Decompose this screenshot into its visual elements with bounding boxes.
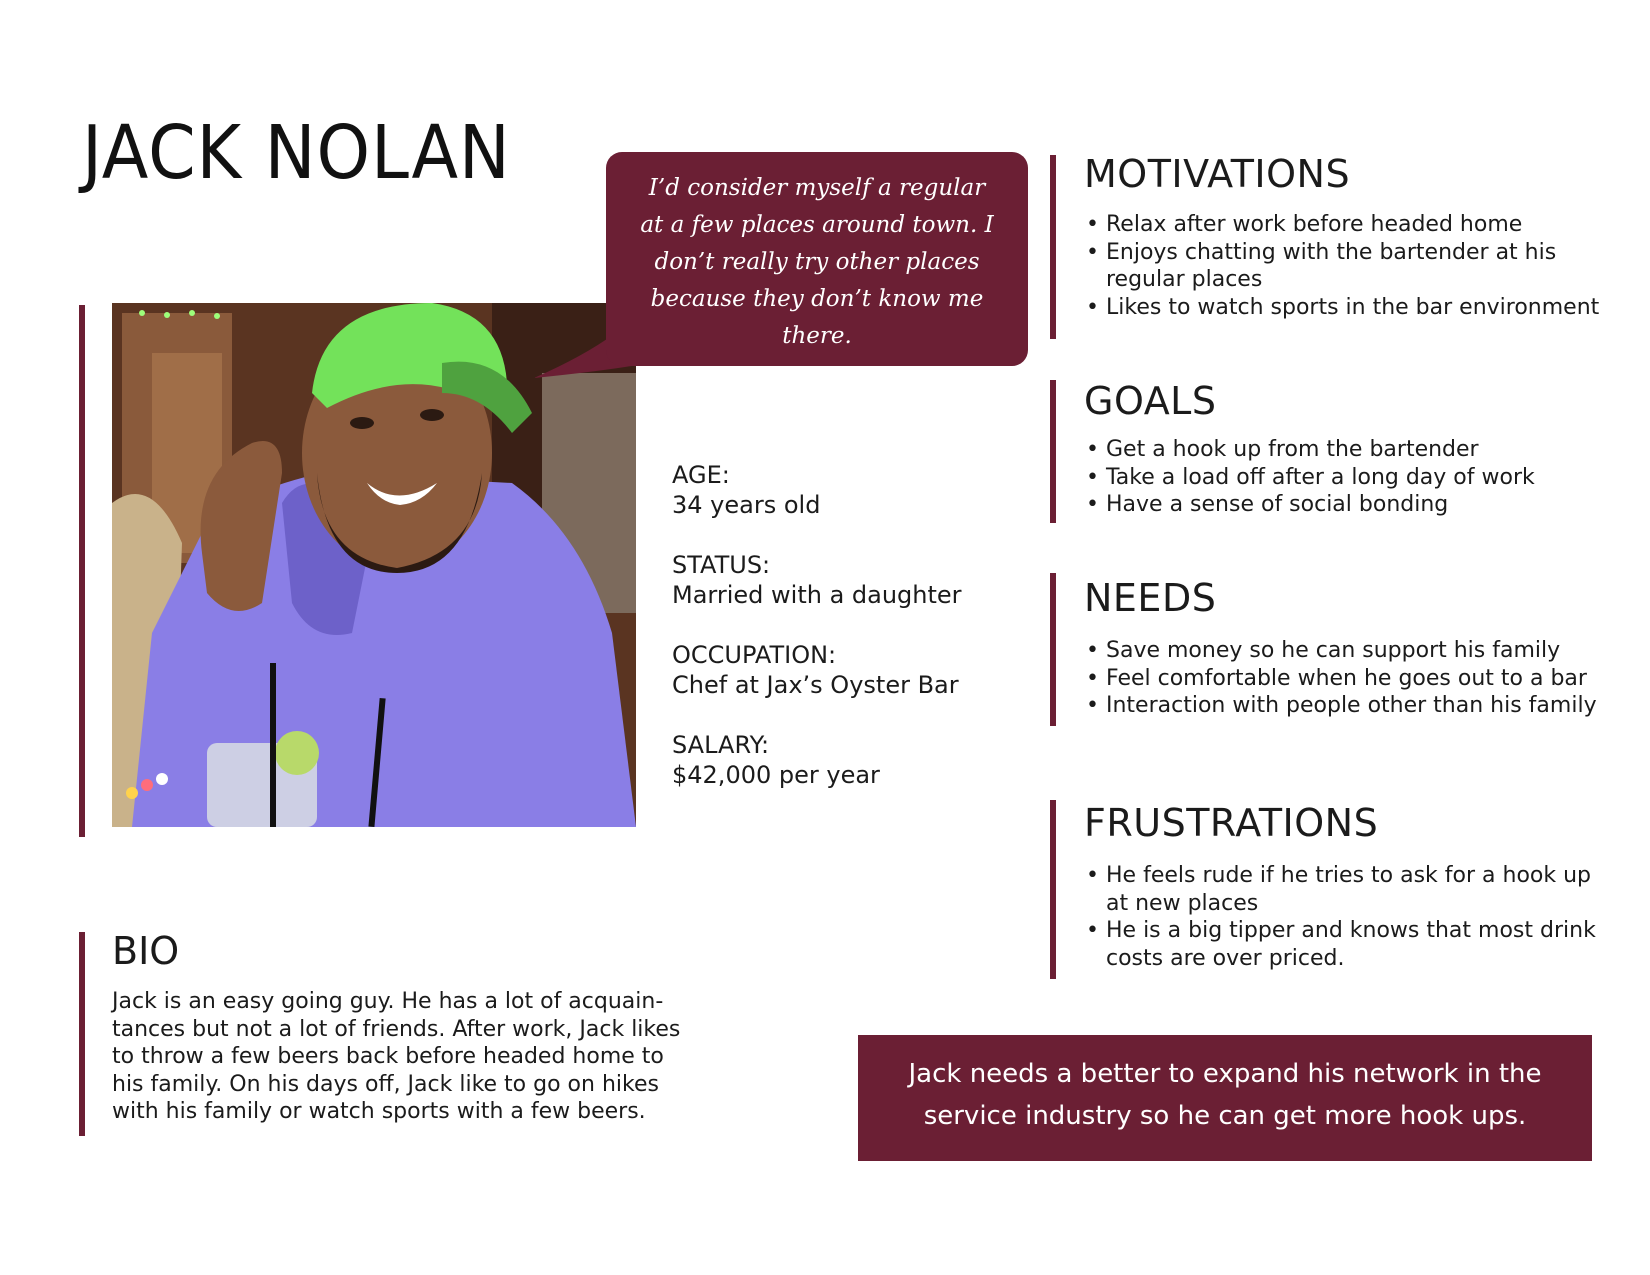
bullet-icon: •	[1086, 294, 1099, 320]
list-item-text: Have a sense of social bonding	[1106, 492, 1449, 517]
list-item-text: Enjoys chatting with the bartender at his regular places	[1106, 239, 1557, 292]
motivations-list	[1084, 211, 1610, 321]
section-title: MOTIVATIONS	[1084, 152, 1351, 196]
bullet-icon: •	[1086, 239, 1099, 265]
detail-value: Chef at Jax’s Oyster Bar	[672, 671, 959, 699]
list-item	[1084, 862, 1610, 917]
bullet-icon: •	[1086, 693, 1099, 718]
list-item	[1084, 491, 1610, 519]
detail-label: AGE:	[672, 461, 730, 489]
bio-accent-bar	[79, 932, 85, 1136]
bullet-icon: •	[1086, 212, 1099, 237]
bullet-icon: •	[1086, 665, 1099, 691]
section-title: FRUSTRATIONS	[1084, 801, 1379, 845]
frustrations-list	[1084, 862, 1610, 972]
list-item-text: Likes to watch sports in the bar environment	[1106, 294, 1600, 320]
bullet-icon: •	[1086, 918, 1099, 943]
detail-label: OCCUPATION:	[672, 641, 837, 669]
bio-section	[112, 929, 692, 1126]
bullet-icon: •	[1086, 492, 1099, 517]
quote-bubble	[606, 152, 1028, 366]
detail-label: SALARY:	[672, 731, 770, 759]
detail-value: Married with a daughter	[672, 581, 962, 609]
list-item-text: Take a load off after a long day of work	[1106, 464, 1535, 490]
list-item-text: Relax after work before headed home	[1106, 212, 1523, 237]
bio-text: Jack is an easy going guy. He has a lot of acquain-tances but not a lot of friends. After work, Jack likes to throw a few beers back before headed home to his family. On his days off, Jack like to go on hikes with his family or watch sports with a few beers.	[112, 989, 681, 1124]
photo-accent-bar	[79, 305, 85, 837]
goals-list	[1084, 436, 1610, 519]
detail-salary	[672, 730, 1012, 790]
detail-status	[672, 550, 1012, 610]
quote-text: I’d consider myself a regular at a few places around town. I don’t really try other places because they don’t know me there.	[640, 175, 994, 349]
section-title: NEEDS	[1084, 576, 1217, 620]
list-item	[1084, 436, 1610, 464]
detail-age	[672, 460, 1012, 520]
list-item	[1084, 239, 1610, 294]
persona-name: JACK NOLAN	[82, 110, 511, 196]
list-item	[1084, 637, 1610, 665]
detail-value: $42,000 per year	[672, 761, 880, 789]
section-title: GOALS	[1084, 379, 1217, 423]
detail-label: STATUS:	[672, 551, 771, 579]
list-item	[1084, 211, 1610, 239]
detail-value: 34 years old	[672, 491, 821, 519]
bullet-icon: •	[1086, 437, 1099, 462]
bullet-icon: •	[1086, 464, 1099, 490]
needs-list	[1084, 637, 1610, 720]
frustrations-section	[1050, 800, 1610, 979]
bullet-icon: •	[1086, 863, 1099, 888]
list-item	[1084, 665, 1610, 693]
section-title: BIO	[112, 929, 180, 973]
persona-details	[672, 460, 1012, 820]
list-item	[1084, 692, 1610, 720]
needs-statement-text: Jack needs a better to expand his network in the service industry so he can get more hook ups.	[908, 1059, 1542, 1131]
list-item	[1084, 917, 1610, 972]
list-item-text: Interaction with people other than his family	[1106, 693, 1597, 718]
list-item-text: Get a hook up from the bartender	[1106, 437, 1479, 462]
list-item	[1084, 294, 1610, 322]
needs-statement-banner	[858, 1035, 1592, 1161]
detail-occupation	[672, 640, 1012, 700]
list-item-text: He is a big tipper and knows that most drink costs are over priced.	[1106, 918, 1596, 971]
needs-section	[1050, 573, 1610, 726]
bullet-icon: •	[1086, 638, 1099, 663]
list-item-text: Feel comfortable when he goes out to a bar	[1106, 665, 1587, 691]
list-item	[1084, 464, 1610, 492]
motivations-section	[1050, 152, 1610, 339]
list-item-text: Save money so he can support his family	[1106, 638, 1561, 663]
goals-section	[1050, 380, 1610, 523]
list-item-text: He feels rude if he tries to ask for a hook up at new places	[1106, 863, 1592, 916]
